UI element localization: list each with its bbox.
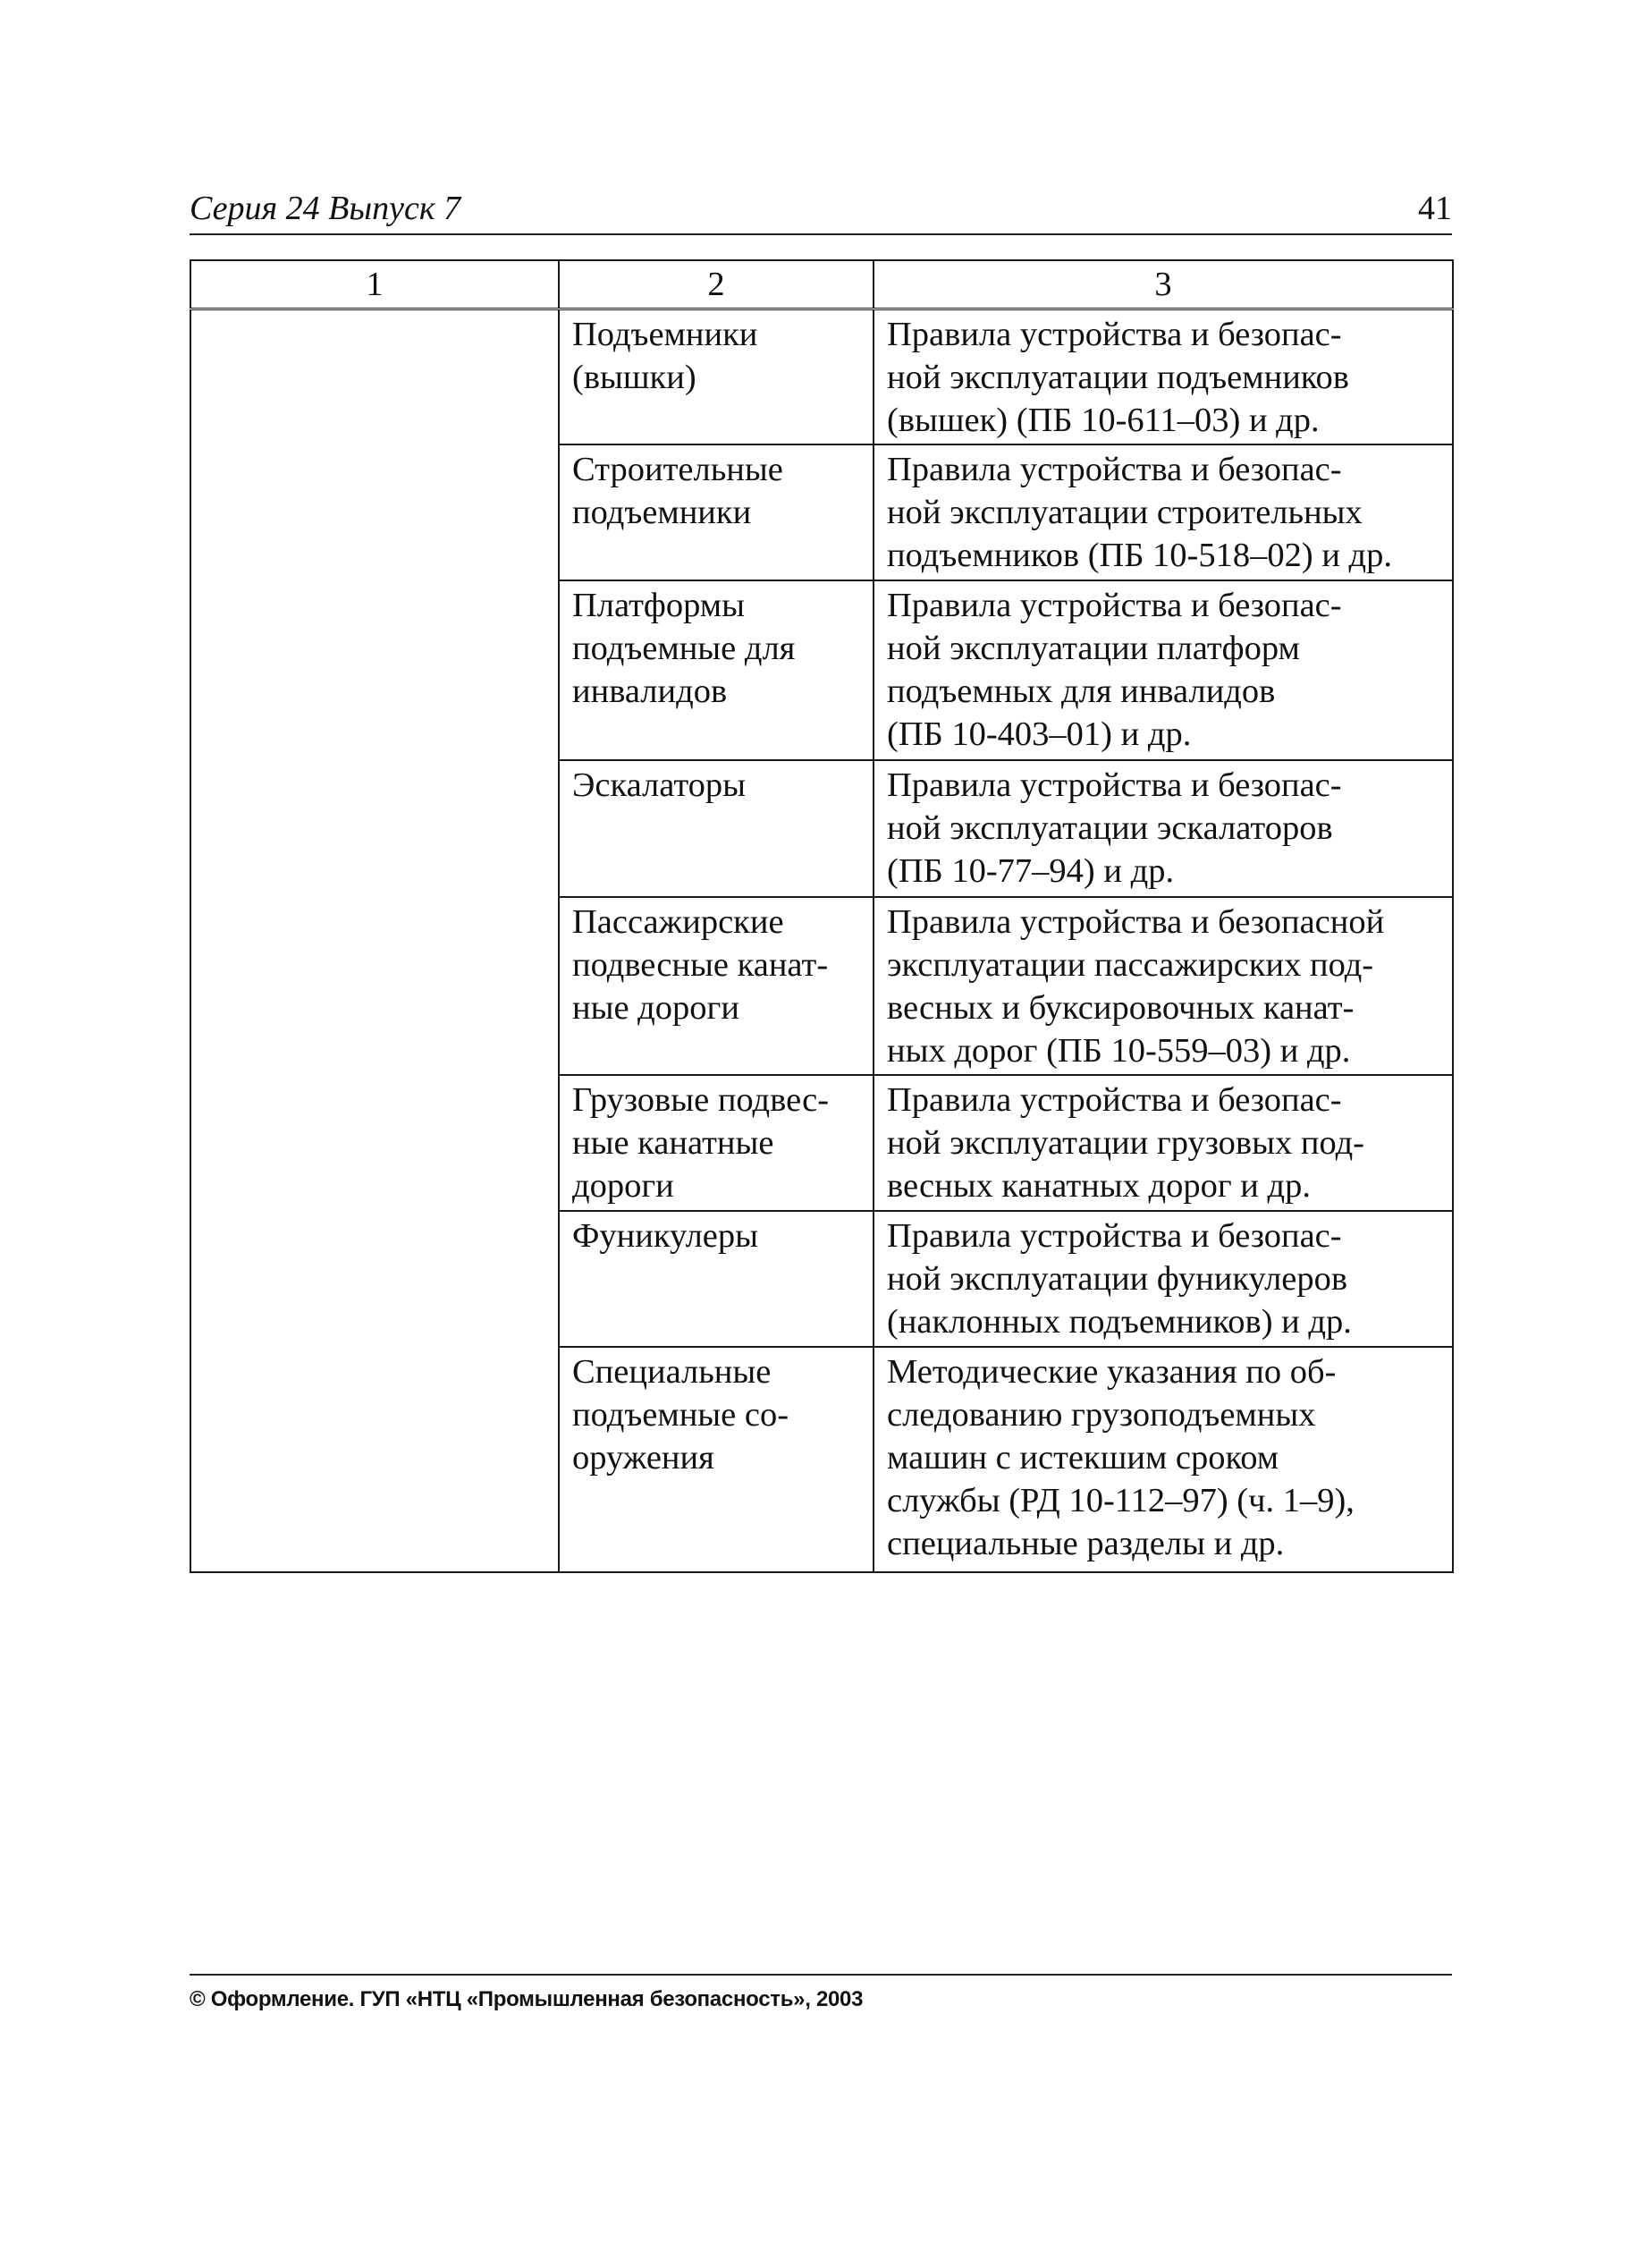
equipment-type-cell — [559, 897, 874, 1075]
equipment-type: Платформы подъемные для инвалидов — [572, 587, 796, 710]
equipment-type: Грузовые подвес- ные канатные дороги — [572, 1081, 830, 1205]
page-header — [190, 183, 1452, 235]
page-number: 41 — [1418, 190, 1452, 227]
column-header-3: 3 — [874, 260, 1453, 309]
column-header-2: 2 — [559, 260, 874, 309]
equipment-type-cell — [559, 1075, 874, 1211]
equipment-type: Подъемники (вышки) — [572, 316, 758, 396]
rules-text: Правила устройства и безопас- ной эксплуатации подъемников (вышек) (ПБ 10-611–03) и др. — [887, 316, 1349, 439]
rules-cell — [874, 580, 1453, 760]
rules-text: Правила устройства и безопас- ной эксплуатации платформ подъемных для инвалидов (ПБ 10-403–01) и др. — [887, 587, 1342, 753]
rules-cell — [874, 897, 1453, 1075]
rules-text: Правила устройства и безопас- ной эксплуатации грузовых под- весных канатных дорог и др. — [887, 1081, 1364, 1205]
equipment-type-cell — [559, 580, 874, 760]
equipment-type-cell — [559, 309, 874, 445]
rules-text: Методические указания по об- следованию грузоподъемных машин с истекшим сроком службы (РД 10-112–97) (ч. 1–9), специальные разделы и др. — [887, 1353, 1355, 1562]
footer-copyright: © Оформление. ГУП «НТЦ «Промышленная безопасность», 2003 — [190, 1987, 864, 2011]
rules-text: Правила устройства и безопас- ной эксплуатации строительных подъемников (ПБ 10-518–02) и др. — [887, 451, 1393, 574]
equipment-type: Эскалаторы — [572, 766, 747, 804]
rules-cell — [874, 1347, 1453, 1572]
table-row — [190, 309, 1453, 445]
column-header-1: 1 — [190, 260, 559, 309]
equipment-type-cell — [559, 1211, 874, 1347]
rules-cell — [874, 760, 1453, 897]
rules-cell — [874, 1075, 1453, 1211]
empty-column-1 — [190, 309, 559, 1573]
equipment-type-cell — [559, 1347, 874, 1572]
rules-text: Правила устройства и безопасной эксплуатации пассажирских под- весных и буксировочных канат- ных дорог (ПБ 10-559–03) и др. — [887, 903, 1385, 1070]
rules-cell — [874, 1211, 1453, 1347]
rules-text: Правила устройства и безопас- ной эксплуатации эскалаторов (ПБ 10-77–94) и др. — [887, 766, 1342, 890]
equipment-type: Строительные подъемники — [572, 451, 783, 531]
series-title: Серия 24 Выпуск 7 — [190, 190, 461, 227]
rules-text: Правила устройства и безопас- ной эксплуатации фуникулеров (наклонных подъемников) и др. — [887, 1217, 1352, 1341]
rules-cell — [874, 309, 1453, 445]
equipment-type: Фуникулеры — [572, 1217, 759, 1255]
footer-divider — [190, 1974, 1452, 1976]
rules-cell — [874, 444, 1453, 580]
table-header-row — [190, 260, 1453, 309]
regulations-table — [190, 259, 1454, 1573]
equipment-type-cell — [559, 760, 874, 897]
equipment-type: Пассажирские подвесные канат- ные дороги — [572, 903, 829, 1027]
equipment-type-cell — [559, 444, 874, 580]
equipment-type: Специальные подъемные со- оружения — [572, 1353, 789, 1477]
